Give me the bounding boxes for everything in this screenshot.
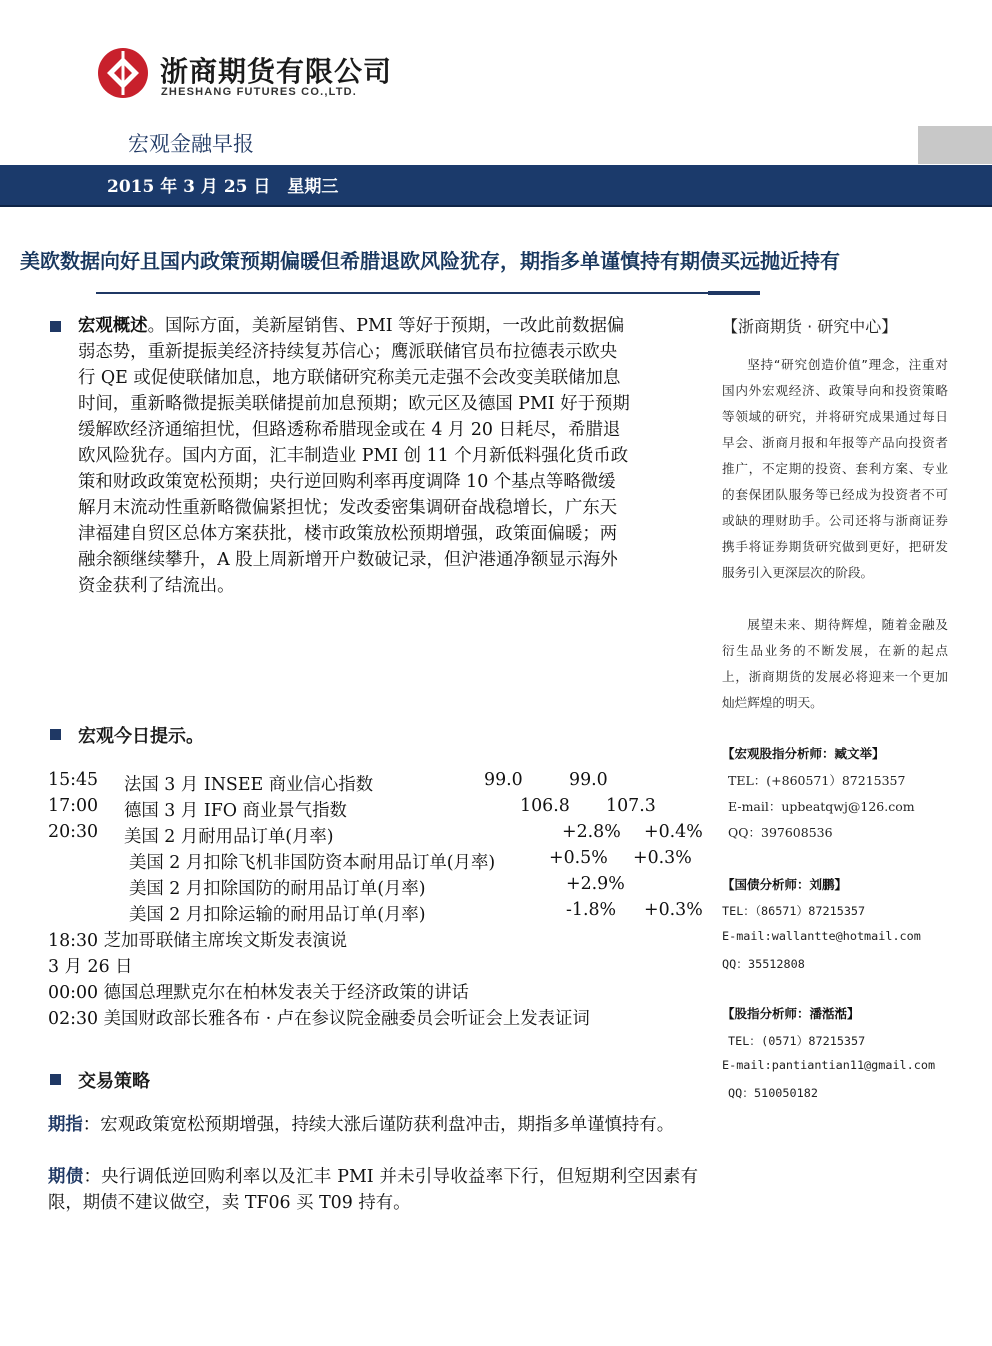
calendar-prev: +2.9% xyxy=(566,874,625,894)
calendar-prev: 106.8 xyxy=(520,796,570,816)
calendar-event: 德国 3 月 IFO 商业景气指数 xyxy=(124,801,347,821)
calendar-event: 法国 3 月 INSEE 商业信心指数 xyxy=(124,775,374,795)
headline: 美欧数据向好且国内政策预期偏暖但希腊退欧风险犹存，期指多单谨慎持有期债买远抛近持有 xyxy=(20,249,840,273)
bond-text: ：央行调低逆回购利率以及汇丰 PMI 并未引导收益率下行，但短期利空因素有限，期债不建议做空，卖 TF06 买 T09 持有。 xyxy=(48,1167,698,1213)
macro-overview xyxy=(78,313,698,599)
macro-overview-lead: 宏观概述 xyxy=(78,316,148,336)
overview-line: 资金获利了结流出。 xyxy=(78,576,235,596)
headline-divider-accent xyxy=(708,291,760,295)
calendar-forecast: 99.0 xyxy=(569,770,608,790)
overview-line: 。国际方面，美新屋销售、PMI 等好于预期，一改此前数据偏 xyxy=(147,316,625,336)
overview-line: 策和财政政策宽松预期；央行逆回购利率再度调降 10 个基点等略微缓 xyxy=(78,472,616,492)
calendar-date: 3 月 26 日 xyxy=(48,957,133,977)
overview-line: 融余额继续攀升，A 股上周新增开户数破记录，但沪港通净额显示海外 xyxy=(78,550,618,570)
overview-line: 缓解欧经济通缩担忧，但路透称希腊现金或在 4 月 20 日耗尽，希腊退 xyxy=(78,420,621,440)
today-heading: 宏观今日提示。 xyxy=(78,726,204,747)
futures-index-text: ：宏观政策宽松预期增强，持续大涨后谨防获利盘冲击，期指多单谨慎持有。 xyxy=(82,1115,675,1135)
section-bullet-icon xyxy=(50,321,61,332)
overview-line: 时间，重新略微提振美联储提前加息预期；欧元区及德国 PMI 好于预期 xyxy=(78,394,630,414)
overview-line: 欧风险犹存。国内方面，汇丰制造业 PMI 创 11 个月新低料强化货币政 xyxy=(78,446,629,466)
company-logo-icon xyxy=(97,47,149,99)
analyst-tel: TEL：(0571）87215357 xyxy=(728,1034,866,1048)
sidebar-title: 【浙商期货 · 研究中心】 xyxy=(722,317,898,336)
strategy-heading: 交易策略 xyxy=(78,1071,150,1092)
calendar-prev: +2.8% xyxy=(562,822,621,842)
overview-line: 解月末流动性重新略微偏紧担忧；发改委密集调研奋战稳增长，广东天 xyxy=(78,498,618,518)
bond-label: 期债 xyxy=(48,1167,84,1187)
calendar-time: 17:00 xyxy=(48,796,99,816)
section-bullet-icon xyxy=(50,729,61,740)
calendar-event: 美国 2 月扣除运输的耐用品订单(月率) xyxy=(129,905,426,925)
analyst-title: 【国债分析师：刘鹏】 xyxy=(722,877,848,892)
strategy-futures-index xyxy=(48,1112,698,1138)
futures-index-label: 期指 xyxy=(48,1115,83,1135)
analyst-tel: TEL：（86571）87215357 xyxy=(722,904,866,918)
calendar-event: 美国 2 月耐用品订单(月率) xyxy=(124,827,334,847)
analyst-email: E-mail：upbeatqwj@126.com xyxy=(728,799,915,814)
analyst-qq: QQ：35512808 xyxy=(722,957,805,971)
analyst-email: E-mail:pantiantian11@gmail.com xyxy=(722,1058,936,1072)
calendar-forecast: +0.3% xyxy=(633,848,692,868)
overview-line: 津福建自贸区总体方案获批，楼市政策放松预期增强，政策面偏暖；两 xyxy=(78,524,618,544)
analyst-tel: TEL：(+860571）87215357 xyxy=(728,773,906,788)
analyst-email: E-mail:wallantte@hotmail.com xyxy=(722,929,921,943)
calendar-time: 15:45 xyxy=(48,770,99,790)
calendar-row xyxy=(0,848,992,872)
calendar-line: 02:30 美国财政部长雅各布 · 卢在参议院金融委员会听证会上发表证词 xyxy=(48,1009,590,1029)
company-name-cn: 浙商期货有限公司 xyxy=(160,55,393,88)
overview-line: 行 QE 或促使联储加息，地方联储研究称美元走强不会改变美联储加息 xyxy=(78,368,621,388)
calendar-line: 18:30 芝加哥联储主席埃文斯发表演说 xyxy=(48,931,348,951)
analyst-title: 【股指分析师：潘湉湉】 xyxy=(722,1006,860,1021)
overview-line: 弱态势，重新提振美经济持续复苏信心；鹰派联储官员布拉德表示欧央 xyxy=(78,342,618,362)
analyst-qq: QQ：397608536 xyxy=(728,825,833,840)
calendar-line: 00:00 德国总理默克尔在柏林发表关于经济政策的讲话 xyxy=(48,983,469,1003)
calendar-prev: -1.8% xyxy=(566,900,617,920)
calendar-forecast: +0.4% xyxy=(644,822,703,842)
header-accent-block xyxy=(918,126,992,164)
section-bullet-icon xyxy=(50,1074,61,1085)
report-date: 2015 年 3 月 25 日 星期三 xyxy=(107,177,339,197)
calendar-row xyxy=(0,822,992,846)
analyst-title: 【宏观股指分析师：臧文举】 xyxy=(722,746,885,761)
calendar-event: 美国 2 月扣除飞机非国防资本耐用品订单(月率) xyxy=(129,853,496,873)
company-name-en: ZHESHANG FUTURES CO.,LTD. xyxy=(161,86,358,98)
headline-divider xyxy=(96,292,708,294)
report-title: 宏观金融早报 xyxy=(128,132,254,156)
calendar-forecast: +0.3% xyxy=(644,900,703,920)
sidebar-intro: 坚持“研究创造价值”理念，注重对国内外宏观经济、政策导向和投资策略等领域的研究，并将研究成果通过每日早会、浙商月报和年报等产品向投资者推广，不定期的投资、套利方案、专业的套保团队服务等已经成为投资者不可或缺的理财助手。公司还将与浙商证券携手将证券期货研究做到更好，把研发服务引入更深层次的阶段。 xyxy=(722,357,948,580)
sidebar-outlook: 展望未来、期待辉煌，随着金融及衍生品业务的不断发展，在新的起点上，浙商期货的发展必将迎来一个更加灿烂辉煌的明天。 xyxy=(722,617,948,710)
strategy-bond xyxy=(48,1164,698,1216)
calendar-event: 美国 2 月扣除国防的耐用品订单(月率) xyxy=(129,879,426,899)
calendar-prev: 99.0 xyxy=(484,770,523,790)
analyst-qq: QQ：510050182 xyxy=(728,1086,818,1100)
calendar-forecast: 107.3 xyxy=(606,796,656,816)
calendar-time: 20:30 xyxy=(48,822,99,842)
calendar-prev: +0.5% xyxy=(549,848,608,868)
